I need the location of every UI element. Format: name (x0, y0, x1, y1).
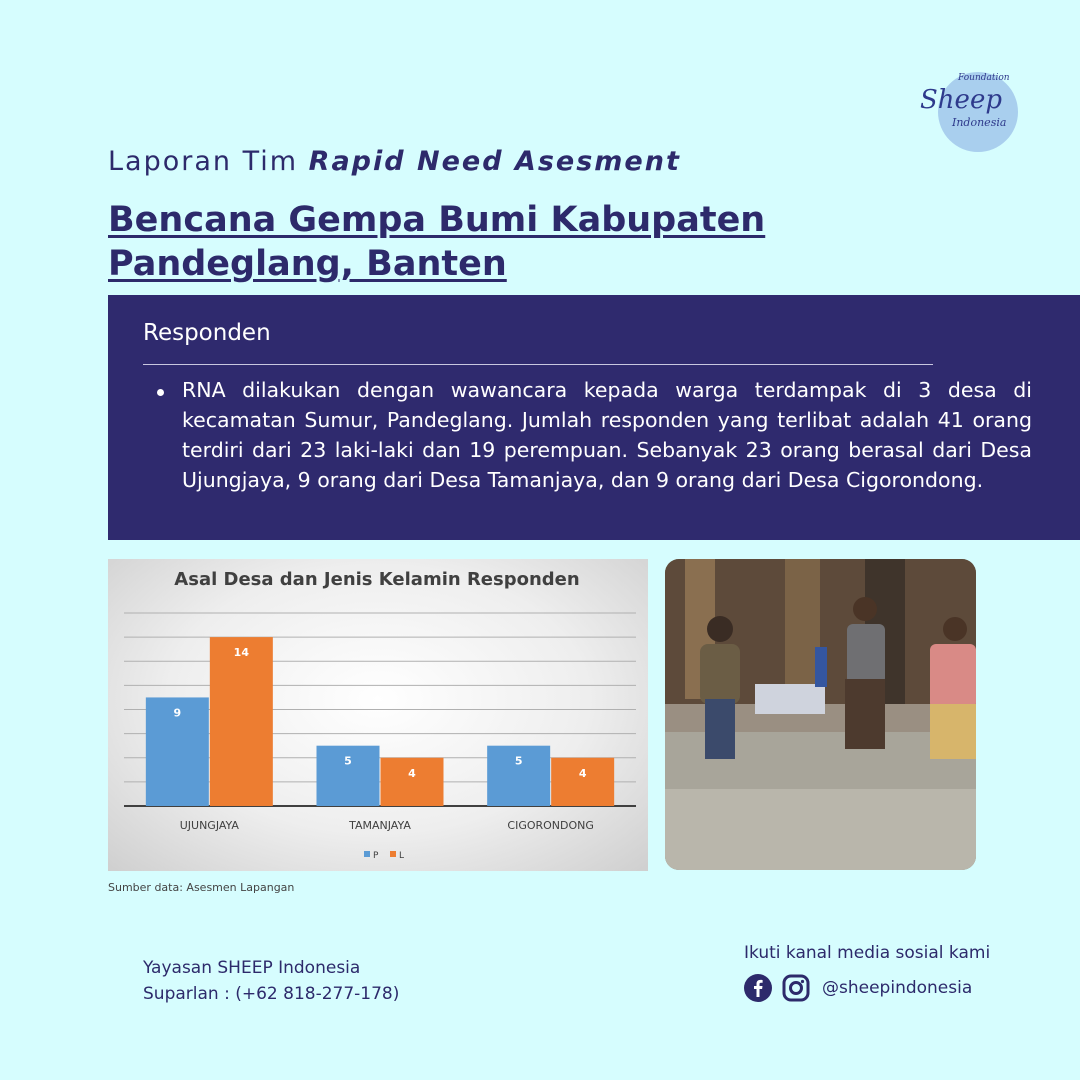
legend-swatch (364, 851, 370, 857)
social-handle[interactable]: @sheepindonesia (822, 978, 973, 998)
panel-heading: Responden (143, 320, 271, 346)
legend-swatch (390, 851, 396, 857)
page-title: Bencana Gempa Bumi Kabupaten Pandeglang, Banten (108, 200, 766, 284)
logo-sub-text: Indonesia (952, 116, 1007, 129)
social-title: Ikuti kanal media sosial kami (744, 943, 991, 963)
legend-label: L (399, 851, 405, 861)
chart-svg (108, 559, 648, 871)
bar-value-label: 5 (514, 754, 523, 768)
org-name: Yayasan SHEEP Indonesia (143, 958, 361, 978)
responden-panel (108, 295, 1080, 540)
subtitle-emphasis: Rapid Need Asesment (308, 146, 681, 177)
sheep-foundation-logo (916, 70, 1026, 156)
data-source-note: Sumber data: Asesmen Lapangan (108, 881, 295, 894)
social-links (744, 974, 972, 1002)
panel-paragraph: RNA dilakukan dengan wawancara kepada warga terdampak di 3 desa di kecamatan Sumur, Pandeglang. Jumlah responden yang terlibat adalah 41 orang terdiri dari 23 laki-laki dan 19 perempuan. Sebanyak 23 orang berasal dari Desa Ujungjaya, 9 orang dari Desa Tamanjaya, dan 9 orang dari Desa Cigorondong. (182, 378, 1032, 492)
category-label: CIGORONDONG (507, 819, 594, 832)
footer-contact (143, 955, 399, 1007)
contact-phone: Suparlan : (+62 818-277-178) (143, 984, 400, 1004)
bar-value-label: 5 (344, 754, 352, 768)
bar-value-label: 4 (408, 766, 416, 780)
field-interview-photo (665, 559, 976, 870)
instagram-icon[interactable] (782, 974, 810, 1002)
bar-value-label: 9 (173, 706, 182, 720)
logo-arc-text: Foundation (958, 73, 1010, 83)
bullet-icon (157, 389, 164, 396)
bar-value-label: 14 (233, 646, 249, 660)
logo-main-text: Sheep (920, 85, 1002, 115)
bar-l-tamanjaya (381, 758, 444, 806)
chart-title: Asal Desa dan Jenis Kelamin Responden (174, 569, 580, 590)
panel-divider (143, 364, 933, 365)
category-label: UJUNGJAYA (179, 819, 239, 832)
report-subtitle (108, 146, 681, 177)
bar-l-cigorondong (551, 758, 614, 806)
bar-chart (108, 559, 648, 871)
facebook-icon[interactable] (744, 974, 772, 1002)
bar-l-ujungjaya (210, 637, 273, 806)
bar-value-label: 4 (578, 766, 587, 780)
subtitle-prefix: Laporan Tim (108, 146, 299, 177)
legend-label: P (373, 851, 379, 861)
category-label: TAMANJAYA (349, 819, 411, 832)
